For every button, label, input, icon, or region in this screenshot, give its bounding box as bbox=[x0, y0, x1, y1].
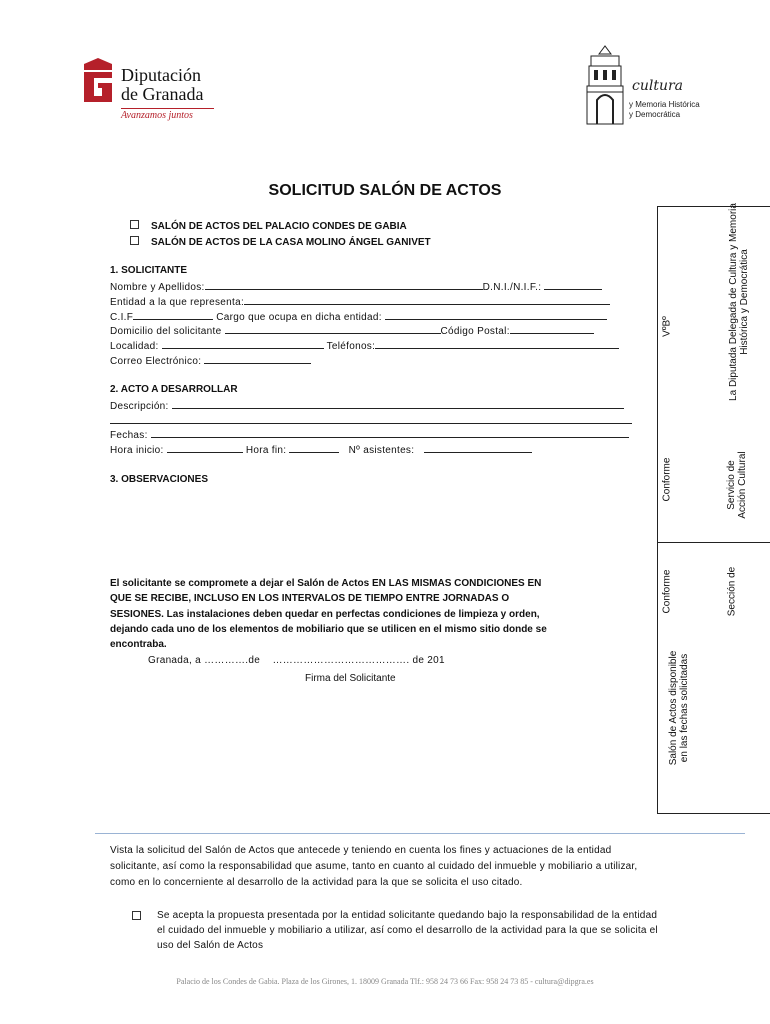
accept-text: Se acepta la propuesta presentada por la entidad solicitante quedando bajo la responsabilidad de la entidad el cuidado del inmueble y mobiliario a utilizar, así como el desarrollo de la actividad para la que se solicita el uso del Salón de Actos bbox=[157, 910, 658, 951]
option-gabia[interactable] bbox=[130, 220, 407, 232]
date-line bbox=[148, 655, 445, 666]
field-localidad[interactable] bbox=[162, 339, 324, 349]
signature-label: Firma del Solicitante bbox=[305, 673, 396, 684]
field-dni[interactable] bbox=[544, 280, 602, 290]
row-descripcion-2 bbox=[110, 414, 632, 427]
culture-title: cultura bbox=[632, 78, 684, 94]
field-cp[interactable] bbox=[510, 324, 594, 334]
label-localidad: Localidad: bbox=[110, 341, 159, 352]
field-descripcion-2[interactable] bbox=[110, 414, 632, 424]
label-cp: Código Postal: bbox=[440, 326, 510, 337]
field-domicilio[interactable] bbox=[225, 324, 441, 334]
resolution-text: Vista la solicitud del Salón de Actos que antecede y teniendo en cuenta los fines y actuaciones de la entidad solicitante, así como la responsabilidad que asume, tanto en cuanto al cuidado del inmueble y mobiliario a utilizar, como en lo concerniente al desarrollo de la actividad para la que se solicita el uso citado. bbox=[110, 845, 638, 888]
label-fechas: Fechas: bbox=[110, 430, 148, 441]
culture-line2: y Democrática bbox=[629, 110, 681, 119]
vobo-label: VºBº bbox=[661, 316, 673, 337]
label-cargo: Cargo que ocupa en dicha entidad: bbox=[216, 312, 382, 323]
label-asistentes: Nº asistentes: bbox=[348, 445, 415, 456]
divider bbox=[95, 833, 745, 834]
field-nombre[interactable] bbox=[205, 280, 483, 290]
page-title: SOLICITUD SALÓN DE ACTOS bbox=[268, 182, 502, 199]
date-prefix: Granada, a ………….de bbox=[148, 655, 261, 666]
org-line2: de Granada bbox=[121, 84, 204, 104]
label-descripcion: Descripción: bbox=[110, 401, 169, 412]
accept-checkbox[interactable] bbox=[132, 911, 141, 920]
label-hora-inicio: Hora inicio: bbox=[110, 445, 164, 456]
field-cif[interactable] bbox=[133, 310, 213, 320]
diputacion-logo-icon bbox=[80, 56, 116, 108]
row-correo bbox=[110, 354, 311, 367]
org-line1: Diputación bbox=[121, 65, 201, 85]
label-cif: C.I.F bbox=[110, 312, 134, 323]
label-hora-fin: Hora fin: bbox=[245, 445, 287, 456]
field-entidad[interactable] bbox=[244, 295, 610, 305]
label-entidad: Entidad a la que representa: bbox=[110, 297, 245, 308]
section1-heading: 1. SOLICITANTE bbox=[110, 265, 188, 276]
org-tagline: Avanzamos juntos bbox=[121, 108, 214, 121]
culture-line1: y Memoria Histórica bbox=[629, 100, 700, 109]
label-domicilio: Domicilio del solicitante bbox=[110, 326, 222, 337]
section3-heading: 3. OBSERVACIONES bbox=[110, 474, 208, 485]
row-localidad bbox=[110, 339, 619, 352]
row-horas bbox=[110, 443, 532, 456]
label-correo: Correo Electrónico: bbox=[110, 356, 202, 367]
approval-lower bbox=[657, 542, 770, 814]
option-ganivet[interactable] bbox=[130, 236, 431, 248]
label-nombre: Nombre y Apellidos: bbox=[110, 282, 205, 293]
conforme-label-1: Conforme bbox=[661, 457, 673, 502]
option-label: SALÓN DE ACTOS DE LA CASA MOLINO ÁNGEL GANIVET bbox=[151, 237, 431, 248]
row-nombre bbox=[110, 280, 602, 293]
conforme-label-2: Conforme bbox=[661, 569, 673, 614]
date-dots: …………………………………. de 201 bbox=[272, 655, 445, 666]
building-icon bbox=[585, 44, 625, 126]
delegada-label: La Diputada Delegada de Cultura y Memoria Histórica y Democrática bbox=[728, 203, 750, 401]
label-telefonos: Teléfonos: bbox=[326, 341, 376, 352]
field-telefonos[interactable] bbox=[375, 339, 619, 349]
field-asistentes[interactable] bbox=[424, 443, 532, 453]
row-domicilio bbox=[110, 324, 594, 337]
checkbox[interactable] bbox=[130, 220, 139, 229]
servicio-label: Servicio de Acción Cultural bbox=[726, 451, 748, 519]
row-fechas bbox=[110, 428, 629, 441]
row-entidad bbox=[110, 295, 610, 308]
field-descripcion[interactable] bbox=[172, 399, 624, 409]
row-cif bbox=[110, 310, 607, 323]
org-name bbox=[121, 66, 203, 104]
approval-upper bbox=[657, 203, 770, 542]
field-fechas[interactable] bbox=[151, 428, 629, 438]
option-label: SALÓN DE ACTOS DEL PALACIO CONDES DE GABIA bbox=[151, 221, 407, 232]
field-correo[interactable] bbox=[204, 354, 311, 364]
salon-disponible-label: Salón de Actos disponible en las fechas solicitadas bbox=[668, 650, 690, 766]
culture-subtitle bbox=[629, 100, 700, 120]
footer-address: Palacio de los Condes de Gabia. Plaza de los Girones, 1. 18009 Granada Tlf.: 958 24 73 66 Fax: 958 24 73 85 - cultura@dipgra.es bbox=[176, 977, 594, 986]
field-cargo[interactable] bbox=[385, 310, 607, 320]
field-hora-fin[interactable] bbox=[289, 443, 339, 453]
commitment-text: El solicitante se compromete a dejar el Salón de Actos EN LAS MISMAS CONDICIONES EN QUE SE RECIBE, INCLUSO EN LOS INTERVALOS DE TIEMPO ENTRE JORNADAS O SESIONES. Las instalaciones deben quedar en perfectas condiciones de limpieza y orden, dejando cada uno de los elementos de mobiliario que se utilicen en el mismo sitio donde se encontraba. bbox=[110, 578, 547, 651]
seccion-label: Sección de bbox=[726, 566, 738, 617]
row-descripcion bbox=[110, 399, 624, 412]
section2-heading: 2. ACTO A DESARROLLAR bbox=[110, 384, 238, 395]
field-hora-inicio[interactable] bbox=[167, 443, 243, 453]
label-dni: D.N.I./N.I.F.: bbox=[482, 282, 542, 293]
checkbox[interactable] bbox=[130, 236, 139, 245]
